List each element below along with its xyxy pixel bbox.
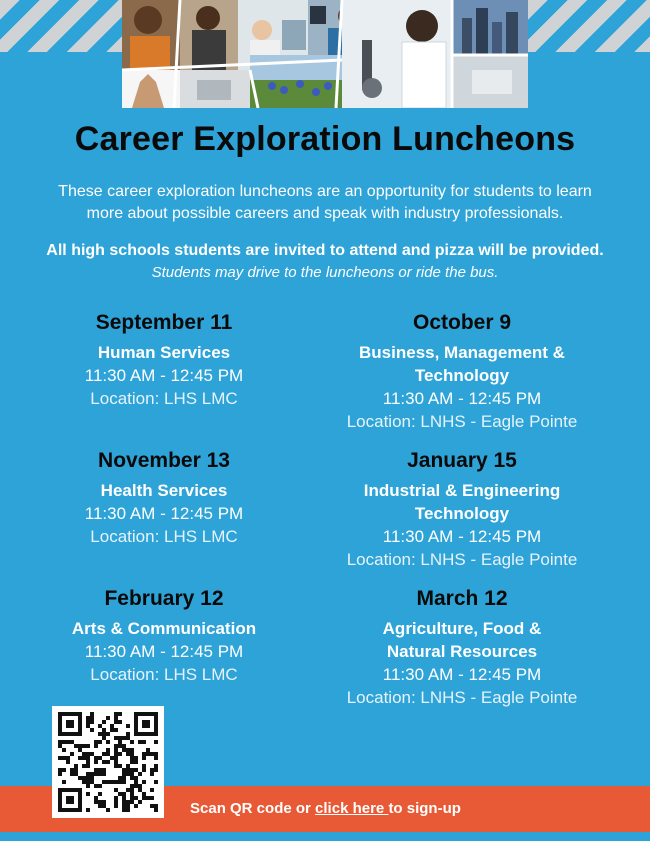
event-date: February 12 bbox=[104, 587, 224, 610]
event-career-area: Health Services bbox=[100, 481, 228, 500]
decorative-stripes-left bbox=[0, 0, 122, 52]
invitation-notice: All high schools students are invited to attend and pizza will be provided. bbox=[46, 242, 604, 259]
event-location: Location: LNHS - Eagle Pointe bbox=[346, 688, 578, 707]
signup-prefix: Scan QR code or bbox=[190, 800, 316, 817]
event-career-area: Agriculture, Food & Natural Resources bbox=[382, 619, 542, 661]
event-november bbox=[14, 447, 314, 548]
event-career-area: Human Services bbox=[97, 343, 231, 362]
signup-link[interactable]: click here bbox=[315, 800, 389, 817]
qr-code-icon bbox=[52, 706, 164, 818]
event-career-area: Industrial & Engineering Technology bbox=[363, 481, 561, 523]
event-career-area: Business, Management & Technology bbox=[359, 343, 565, 385]
event-location: Location: LNHS - Eagle Pointe bbox=[346, 550, 578, 569]
intro-text: These career exploration luncheons are an opportunity for students to learn more about possible careers and speak with industry professionals. bbox=[58, 183, 592, 222]
qr-code[interactable] bbox=[52, 706, 164, 818]
event-time: 11:30 AM - 12:45 PM bbox=[84, 642, 244, 661]
event-location: Location: LHS LMC bbox=[90, 389, 238, 408]
signup-instructions bbox=[190, 800, 461, 817]
event-date: January 15 bbox=[407, 449, 517, 472]
collage-image bbox=[122, 0, 528, 108]
event-time: 11:30 AM - 12:45 PM bbox=[382, 665, 542, 684]
event-time: 11:30 AM - 12:45 PM bbox=[84, 366, 244, 385]
event-date: March 12 bbox=[416, 587, 508, 610]
event-october bbox=[312, 309, 612, 433]
event-date: November 13 bbox=[98, 449, 230, 472]
bottom-strip bbox=[0, 832, 650, 841]
event-location: Location: LHS LMC bbox=[90, 665, 238, 684]
event-date: October 9 bbox=[412, 311, 512, 334]
event-career-area: Arts & Communication bbox=[71, 619, 257, 638]
event-location: Location: LNHS - Eagle Pointe bbox=[346, 412, 578, 431]
event-february bbox=[14, 585, 314, 686]
event-time: 11:30 AM - 12:45 PM bbox=[84, 504, 244, 523]
event-september bbox=[14, 309, 314, 410]
photo-collage bbox=[122, 0, 528, 108]
event-time: 11:30 AM - 12:45 PM bbox=[382, 389, 542, 408]
page-title: Career Exploration Luncheons bbox=[74, 120, 576, 158]
transport-note: Students may drive to the luncheons or ride the bus. bbox=[151, 264, 499, 281]
event-january bbox=[312, 447, 612, 571]
event-location: Location: LHS LMC bbox=[90, 527, 238, 546]
event-date: September 11 bbox=[95, 311, 233, 334]
event-time: 11:30 AM - 12:45 PM bbox=[382, 527, 542, 546]
decorative-stripes-right bbox=[528, 0, 650, 52]
event-march bbox=[312, 585, 612, 709]
signup-suffix: to sign-up bbox=[388, 800, 461, 817]
